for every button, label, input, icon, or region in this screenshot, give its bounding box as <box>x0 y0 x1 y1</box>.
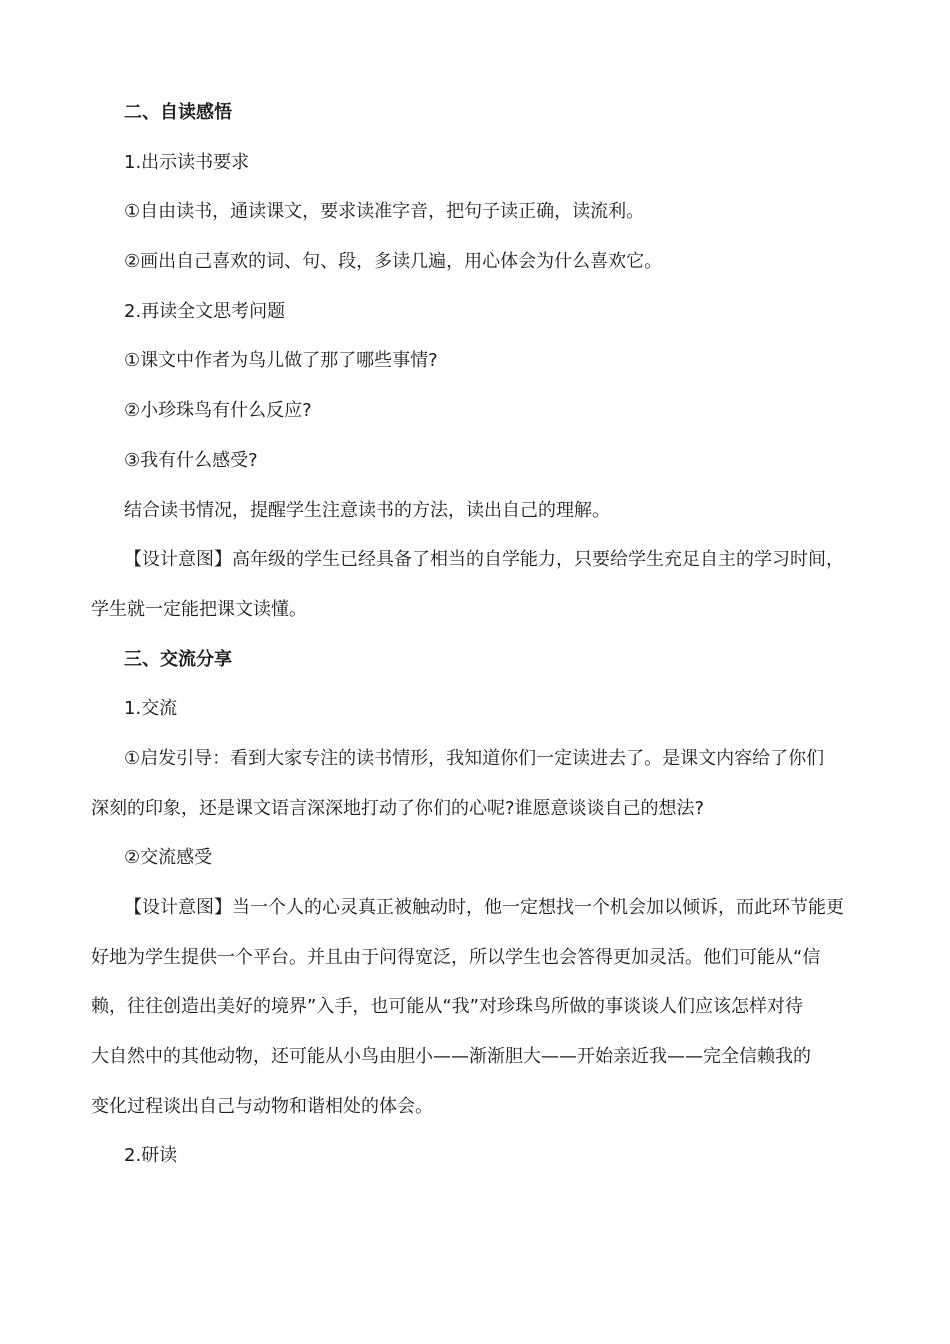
paragraph-line: 2.研读 <box>124 1145 178 1167</box>
paragraph-line: 【设计意图】高年级的学生已经具备了相当的自学能力，只要给学生充足自主的学习时间， <box>124 549 844 571</box>
paragraph-line: 2.再读全文思考问题 <box>124 300 286 322</box>
paragraph-line: ③我有什么感受? <box>124 449 258 471</box>
document-body <box>91 88 869 1181</box>
paragraph-line: 深刻的印象，还是课文语言深深地打动了你们的心呢?谁愿意谈谈自己的想法? <box>91 797 705 819</box>
paragraph-line: 1.出示读书要求 <box>124 151 250 173</box>
paragraph-line: ②小珍珠鸟有什么反应? <box>124 400 312 422</box>
paragraph-line: 好地为学生提供一个平台。并且由于问得宽泛，所以学生也会答得更加灵活。他们可能从“信 <box>91 946 821 968</box>
paragraph-line: 学生就一定能把课文读懂。 <box>91 598 307 620</box>
section-heading-sharing: 三、交流分享 <box>124 648 232 670</box>
paragraph-line: ②交流感受 <box>124 847 213 869</box>
paragraph-line: 变化过程谈出自己与动物和谐相处的体会。 <box>91 1095 433 1117</box>
paragraph-line: ②画出自己喜欢的词、句、段，多读几遍，用心体会为什么喜欢它。 <box>124 251 663 273</box>
paragraph-line: ①课文中作者为鸟儿做了那了哪些事情? <box>124 350 438 372</box>
paragraph-line: 结合读书情况，提醒学生注意读书的方法，读出自己的理解。 <box>124 499 610 521</box>
paragraph-line: ①启发引导：看到大家专注的读书情形，我知道你们一定读进去了。是课文内容给了你们 <box>124 747 825 769</box>
paragraph-line: 赖，往往创造出美好的境界”入手，也可能从“我”对珍珠鸟所做的事谈谈人们应该怎样对待 <box>91 996 803 1018</box>
section-heading-self-reading: 二、自读感悟 <box>124 102 232 123</box>
paragraph-line: 大自然中的其他动物，还可能从小鸟由胆小——渐渐胆大——开始亲近我——完全信赖我的 <box>91 1046 811 1068</box>
paragraph-line: 1.交流 <box>124 698 178 720</box>
paragraph-line: ①自由读书，通读课文，要求读准字音，把句子读正确，读流利。 <box>124 201 645 223</box>
paragraph-line: 【设计意图】当一个人的心灵真正被触动时，他一定想找一个机会加以倾诉，而此环节能更 <box>124 897 844 918</box>
